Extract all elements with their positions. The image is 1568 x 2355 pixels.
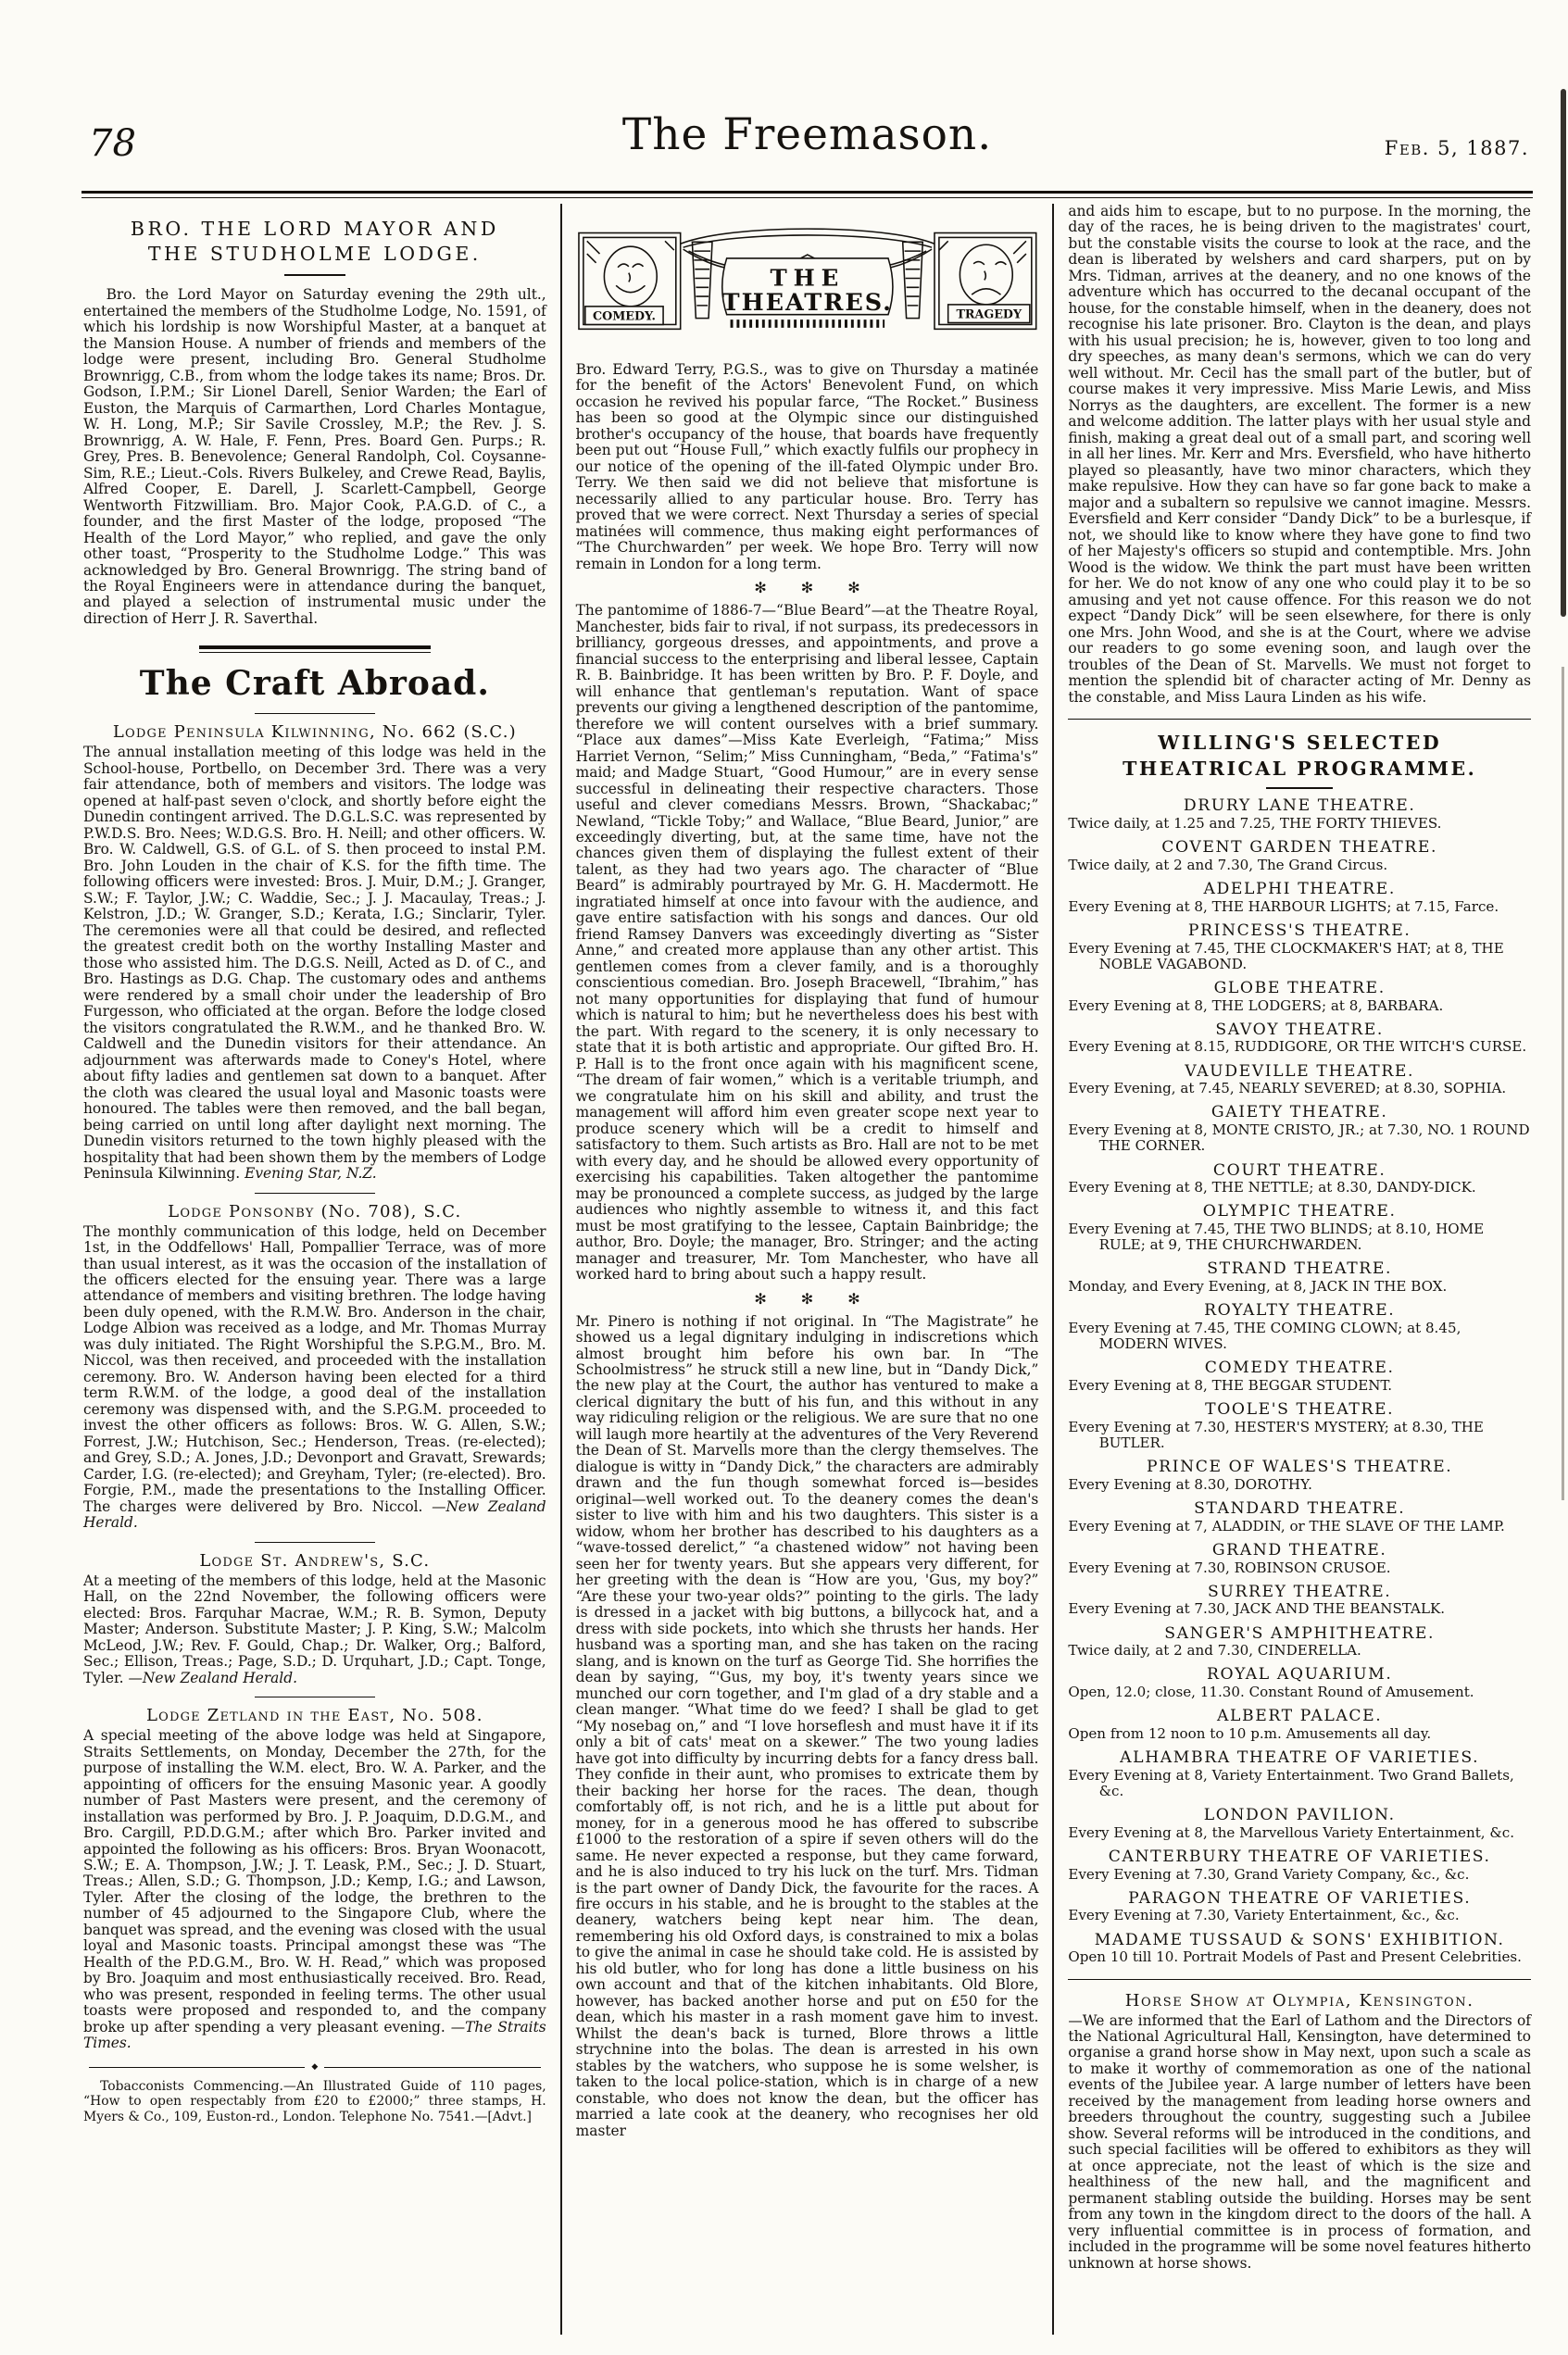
divider [1266, 787, 1333, 789]
theatre-showtimes: Every Evening at 7.30, Grand Variety Company, &c., &c. [1068, 1865, 1470, 1883]
theatre-entry [1068, 1624, 1531, 1660]
theatre-name: ALHAMBRA THEATRE OF VARIETIES. [1120, 1748, 1480, 1768]
pinero-paragraph: Mr. Pinero is nothing if not original. In “The Magistrate” he showed us a legal dignitary indulging in indiscretions which almost brought him before his own bar. In “The Schoolmistress” he struck still a new line, but in “Dandy Dick,” the new play at the Court, the author has ventured to make a clerical dignitary the butt of his fun, and this without in any way ridiculing religion or the religious. We are sure that no one will laugh more heartily at the adventures of the Very Reverend the Dean of St. Marvells more than the clergy themselves. The dialogue is witty in “Dandy Dick,” the characters are admirably drawn and the fun though somewhat forced is—besides original—well worked out. To the deanery comes the dean's sister to live with him and his two daughters. This sister is a widow, whom her brother has described to his daughters as a “wave-tossed derelict,” “a chastened widow” not having been seen her for twenty years. But she appears very different, for her greeting with the dean is “How are you, 'Gus, my boy?” “Are these your two-year olds?” pointing to the girls. The lady is dressed in a jacket with big buttons, a billycock hat, and a dress with side pockets, into which she thrusts her hands. Her husband was a sporting man, and she has taken on the racing slang, and is known on the turf as George Tid. She horrifies the dean by saying, “'Gus, my boy, it's twenty years since we munched our corn together, and I'm glad of a dry stable and a clean manger. “What time do we feed? I shall be glad to get “My nosebag on,” and “I love horseflesh and must have it if its only a bit of cats' meat on a skewer.” The two young ladies have got into difficulty by incurring debts for a fancy dress ball. They confide in their aunt, who promises to extricate them by their backing her horse for the races. The dean, though comfortably off, is not rich, and he is a little put about for money, for in a generous mood he has offered to subscribe £1000 to the restoration of a spire if seven others will do the same. He never expected a response, but they came forward, and he is also induced to try his luck on the turf. Mrs. Tidman is the part owner of Dandy Dick, the favourite for the races. A fire occurs in his stable, and he is brought to the stables at the deanery, watchers being kept near him. The dean, remembering his old Oxford days, is constrained to mix a bolas to give the animal in case he should take cold. He is assisted by his old butler, who for long has done a little business on his own account and that of the kitchen inhabitants. Old Blore, however, has backed another horse and put on £50 for the dean, which his master in a rash moment gave him to invest. Whilst the dean's back is turned, Blore throws a little strychnine into the bolas. The dean is arrested in his own stables by the watchers, who suppose he is some welsher, is taken to the local police-station, which is in charge of a new constable, who does not know the dean, but the officer has married a late cook at the deanery, who recognises her old master [575, 1312, 1039, 2139]
theatre-showtimes: Every Evening at 8, THE BEGGAR STUDENT. [1068, 1376, 1393, 1394]
divider [255, 713, 375, 714]
theatre-entry [1068, 1103, 1531, 1154]
lodge-article [83, 1193, 546, 1532]
lodge-article-source: Evening Star, N.Z. [245, 1165, 377, 1183]
theatre-entry [1068, 1889, 1531, 1924]
theatre-entry [1068, 1583, 1531, 1618]
theatre-name: COMEDY THEATRE. [1204, 1359, 1395, 1378]
lodge-article-text: The monthly communication of this lodge, held on December 1st, in the Oddfellows' Hall, Pompallier Terrace, was of more than usual interest, as it was the occasion of the installation of the officers elected for the ensuing year. There was a large attendance of members and visiting brethren. The lodge having been duly opened, with the R.M.W. Bro. Anderson in the chair, Lodge Albion was received as a lodge, and Mr. Thomas Murray was duly initiated. The Right Worshipful the S.P.G.M., Bro. M. Niccol, was then received, and proceeded with the installation ceremony. Bro. W. Anderson having been elected for a third term R.W.M. of the lodge, a good deal of the installation ceremony was dispensed with, and the S.P.G.M. proceeded to invest the other officers as follows: Bros. W. G. Allen, S.W.; Forrest, J.W.; Hutchison, Sec.; Henderson, Treas. (re-elected); and Grey, S.D.; A. Jones, J.D.; Devonport and Gravatt, Srewards; Carder, I.G. (re-elected); and Greyham, Tyler; (re-elected). Bro. Forgie, P.M., made the presentations to the Installing Officer. The charges were delivered by Bro. Niccol. [83, 1222, 546, 1515]
masthead-title: The Freemason. [621, 109, 993, 160]
theatre-name: DRURY LANE THEATRE. [1183, 796, 1416, 816]
theatre-showtimes: Twice daily, at 1.25 and 7.25, THE FORTY THIEVES. [1068, 815, 1442, 832]
theatre-showtimes: Every Evening at 8, Variety Entertainment. Two Grand Ballets, &c. [1068, 1766, 1514, 1799]
lodge-article [83, 1542, 546, 1686]
theatre-showtimes: Every Evening at 7.30, HESTER'S MYSTERY; at 8.30, THE BUTLER. [1068, 1418, 1484, 1451]
theatre-showtimes: Every Evening at 8, THE HARBOUR LIGHTS; at 7.15, Farce. [1068, 897, 1499, 915]
svg-text:TRAGEDY: TRAGEDY [956, 307, 1022, 322]
theatre-showtimes: Every Evening at 8, MONTE CRISTO, JR.; at 7.30, NO. 1 ROUND THE CORNER. [1068, 1121, 1530, 1155]
theatre-entry [1068, 1062, 1531, 1097]
theatre-showtimes: Open 10 till 10. Portrait Models of Past and Present Celebrities. [1068, 1948, 1522, 1966]
studholme-article-title: BRO. THE LORD MAYOR AND THE STUDHOLME LODGE. [130, 218, 499, 265]
column-1 [82, 204, 562, 2335]
theatre-name: COVENT GARDEN THEATRE. [1161, 838, 1438, 858]
theatre-name: PARAGON THEATRE OF VARIETIES. [1128, 1888, 1472, 1908]
theatre-showtimes: Every Evening at 8, THE NETTLE; at 8.30, DANDY-DICK. [1068, 1179, 1476, 1196]
lodge-article-heading: Lodge Zetland in the East, No. 508. [145, 1706, 483, 1726]
theatre-entry [1068, 1707, 1531, 1742]
theatre-entry [1068, 880, 1531, 915]
masthead-rule [82, 191, 1533, 198]
theatre-entry [1068, 1259, 1531, 1295]
theatre-showtimes: Every Evening at 8.30, DOROTHY. [1068, 1475, 1312, 1493]
lodge-article [83, 1697, 546, 2052]
theatre-showtimes: Every Evening at 8.15, RUDDIGORE, OR THE WITCH'S CURSE. [1068, 1038, 1527, 1056]
theatre-name: SAVOY THEATRE. [1215, 1020, 1384, 1039]
theatre-programme-list [1068, 796, 1531, 1965]
pantomime-paragraph: The pantomime of 1886-7—“Blue Beard”—at the Theatre Royal, Manchester, bids fair to rival, if not surpass, its predecessors in brilliancy, gorgeous dresses, and appointments, and prove a financial success to the enterprising and liberal lessee, Captain R. B. Bainbridge. It has been written by Bro. P. F. Doyle, and will enhance that gentleman's reputation. Want of space prevents our giving a lengthened description of the pantomime, therefore we will content ourselves with a brief summary. “Place aux dames”—Miss Kate Everleigh, “Fatima;” Miss Harriet Vernon, “Selim;” Miss Cunningham, “Beda,” “Fatima's” maid; and Madge Stuart, “Good Humour,” are in every sense successful in delineating their respective characters. Those useful and clever comedians Messrs. Brown, “Shackabac;” Newland, “Tickle Toby;” and Wallace, “Blue Beard, Junior,” are exceedingly diverting, but, at the same time, have not the chances given them of displaying the fullest extent of their talent, as they had two years ago. The character of “Blue Beard” is admirably pourtrayed by Mr. G. H. Macdermott. He ingratiated himself at once into favour with the audience, and gave entire satisfaction with his songs and dances. Our old friend Ramsey Danvers was exceedingly diverting as “Sister Anne,” and created more applause than any other artist. This gentlemen comes from a clever family, and is a thoroughly conscientious comedian. Bro. Joseph Bracewell, “Ibrahim,” has not many opportunities for displaying that fund of humour which is natural to him; but he nevertheless does his best with the part. With regard to the scenery, it is only necessary to state that it is both artistic and appropriate. Our gifted Bro. H. P. Hall is to the front once again with his magnificent scene, “The dream of fair women,” which is a veritable triumph, and we congratulate him on his skill and ability, and trust the management will afford him even greater scope next year to produce scenery which will be a credit to himself and satisfactory to them. Such artists as Bro. Hall are not to be met with every day, and he should be allowed every opportunity of exercising his capabilities. Taken altogether the pantomime may be pronounced a complete success, as judged by the large audiences who nightly assemble to witness it, and this fact must be most gratifying to the lessee, Captain Bainbridge; the author, Bro. Doyle; the manager, Bro. Stringer; and the acting manager and treasurer, Mr. Tom Manchester, who have all worked hard to bring about such a happy result. [575, 602, 1039, 1284]
banner-title-theatres: THEATRES. [721, 288, 893, 317]
horse-show-heading: Horse Show at Olympia, Kensington. [1124, 1990, 1474, 2011]
divider [255, 1542, 375, 1543]
lodge-article-heading: Lodge St. Andrew's, S.C. [199, 1550, 431, 1571]
lodge-article-body [83, 1224, 546, 1532]
theatre-showtimes: Monday, and Every Evening, at 8, JACK IN THE BOX. [1068, 1278, 1448, 1296]
theatre-entry [1068, 1359, 1531, 1394]
scan-artifact [1561, 89, 1566, 617]
theatre-name: GLOBE THEATRE. [1213, 978, 1386, 997]
issue-date: Feb. 5, 1887. [1384, 137, 1529, 159]
theatre-name: STRAND THEATRE. [1207, 1259, 1393, 1279]
theatre-entry [1068, 921, 1531, 972]
theatre-name: TOOLE'S THEATRE. [1205, 1400, 1395, 1420]
theatre-entry [1068, 1931, 1531, 1966]
scan-artifact [1562, 667, 1564, 1500]
lodge-article-heading: Lodge Ponsonby (No. 708), S.C. [168, 1201, 462, 1221]
theatre-name: ALBERT PALACE. [1217, 1707, 1383, 1726]
theatre-entry [1068, 1400, 1531, 1451]
theatre-showtimes: Every Evening, at 7.45, NEARLY SEVERED; at 8.30, SOPHIA. [1068, 1080, 1507, 1097]
divider-line [89, 2067, 305, 2068]
divider [255, 1193, 375, 1194]
theatre-name: ADELPHI THEATRE. [1203, 880, 1396, 899]
theatre-entry [1068, 1806, 1531, 1841]
theatre-entry [1068, 1021, 1531, 1056]
theatre-showtimes: Twice daily, at 2 and 7.30, The Grand Circus. [1068, 856, 1388, 873]
divider-line [324, 2067, 540, 2068]
theatre-showtimes: Open from 12 noon to 10 p.m. Amusements all day. [1068, 1724, 1432, 1742]
theatre-name: COURT THEATRE. [1212, 1160, 1386, 1180]
theatre-entry [1068, 1161, 1531, 1196]
page-number: 78 [89, 122, 136, 165]
theatre-showtimes: Every Evening at 7.45, THE COMING CLOWN; at 8.45, MODERN WIVES. [1068, 1319, 1461, 1353]
lodge-article-heading: Lodge Peninsula Kilwinning, No. 662 (S.C.) [112, 722, 517, 743]
lodge-article-source: —The Straits Times. [83, 2018, 546, 2052]
studholme-article-body: Bro. the Lord Mayor on Saturday evening the 29th ult., entertained the members of the Studholme Lodge, No. 1591, of which his lordship is now Worshipful Master, at a banquet at the Mansion House. A number of friends and members of the lodge were present, including Bro. General Studholme Brownrigg, C.B., from whom the lodge takes its name; Bros. Dr. Godson, I.P.M.; Sir Lionel Darell, Senior Warden; the Earl of Euston, the Marquis of Carmarthen, Lord Charles Montague, W. H. Long, M.P.; Sir Savile Crossley, M.P.; the Rev. J. S. Brownrigg, A. W. Hale, F. Fenn, Pres. Board Gen. Purps.; R. Grey, Pres. B. Benevolence; General Randolph, Col. Coysanne-Sim, R.E.; Lieut.-Cols. Rivers Bulkeley, and Crewe Read, Baylis, Alfred Cooper, E. Darell, J. Scarlett-Campbell, George Wentworth Fitzwilliam. Bro. Major Cook, P.A.G.D. of C., a founder, and the first Master of the lodge, proposed “The Health of the Lord Mayor,” who replied, and gave the only other toast, “Prosperity to the Studholme Lodge.” This was acknowledged by Bro. General Brownrigg. The string band of the Royal Engineers were in attendance during the banquet, and played a selection of instrumental music under the direction of Herr J. R. Saverthal. [83, 286, 546, 627]
tragedy-mask-icon [935, 233, 1036, 330]
theatre-name: STANDARD THEATRE. [1194, 1499, 1406, 1519]
lodge-articles [83, 713, 546, 2051]
column-2 [562, 204, 1055, 2335]
horse-show-body: —We are informed that the Earl of Lathom and the Directors of the National Agricultural Hall, Kensington, have determined to organise a grand horse show in May next, upon such a scale as to make it worthy of commemoration as one of the national events of the Jubilee year. A large number of letters have been received by the management from leading horse owners and breeders throughout the country, suggesting such a Jubilee show. Several reforms will be introduced in the conditions, and such special facilities will be offered to exhibitors as they will at once appreciate, not the least of which is the size and healthiness of the new hall, and the magnificent and permanent stabling outside the building. Horses may be sent from any town in the kingdom direct to the doors of the hall. A very influential committee is in process of formation, and included in the programme will be some novel features hitherto unknown at horse shows. [1068, 2011, 1532, 2272]
theatre-name: ROYALTY THEATRE. [1204, 1301, 1396, 1321]
theatre-showtimes: Every Evening at 7.45, THE TWO BLINDS; at 8.10, HOME RULE; at 9, THE CHURCHWARDEN. [1068, 1221, 1485, 1254]
lodge-article-source: —New Zealand Herald. [83, 1497, 546, 1532]
lodge-article-text: The annual installation meeting of this lodge was held in the School-house, Portbello, on December 3rd. There was a very fair attendance, both of members and visitors. The lodge was opened at half-past seven o'clock, and shortly before eight the Dunedin contingent arrived. The D.G.L.S.C. was represented by P.W.D.S. Bro. Nees; W.D.G.S. Bro. H. Neill; and other officers. W. Bro. W. Caldwell, G.S. of G.L. of S. then proceed to instal P.M. Bro. John Louden in the chair of K.S. for the fifth time. The following officers were invested: Bros. J. Muir, D.M.; J. Granger, S.W.; F. Taylor, J.W.; C. Waddie, Sec.; J. J. Macaulay, Treas.; J. Kelstron, J.D.; W. Granger, S.D.; Kerata, I.G.; Sinclarir, Tyler. The ceremonies were all that could be desired, and reflected the greatest credit both on the worthy Installing Master and those who assisted him. The D.G.S. Neill, Acted as D. of C., and Bro. Hastings as D.G. Chap. The customary odes and anthems were rendered by a small choir under the leadership of Bro Furgesson, who officiated at the organ. Before the lodge closed the visitors congratulated the R.W.M., and he thanked Bro. W. Caldwell and the Dunedin visitors for their attendance. An adjournment was afterwards made to Coney's Hotel, where about fifty ladies and gentlemen sat down to a banquet. After the cloth was cleared the usual loyal and Masonic toasts were honoured. The tables were then removed, and the ball began, being carried on until long after daylight next morning. The Dunedin visitors returned to the town highly pleased with the hospitality that had been shown them by the members of Lodge Peninsula Kilwinning. [83, 744, 546, 1183]
theatre-showtimes: Every Evening at 8, THE LODGERS; at 8, BARBARA. [1068, 996, 1444, 1014]
theatre-showtimes: Open, 12.0; close, 11.30. Constant Round of Amusement. [1068, 1684, 1474, 1701]
craft-abroad-heading: The Craft Abroad. [139, 664, 490, 704]
lodge-article [83, 713, 546, 1182]
theatre-name: LONDON PAVILION. [1203, 1806, 1396, 1825]
theatre-name: OLYMPIC THEATRE. [1202, 1202, 1397, 1221]
theatre-name: GAIETY THEATRE. [1210, 1103, 1388, 1122]
asterism-separator: ✻ ✻ ✻ [754, 1289, 875, 1308]
diamond-divider: ◆ [89, 2067, 541, 2068]
lodge-article-text: At a meeting of the members of this lodge, held at the Masonic Hall, on the 22nd November, the following officers were elected: Bros. Farquhar Macrae, W.M.; R. B. Symon, Deputy Master; Anderson. Substitute Master; J. P. King, S.W.; Malcolm McLeod, J.W.; Rev. F. Gould, Chap.; Dr. Walker, Org.; Balford, Sec.; Ellison, Treas.; Page, S.D.; D. Urquhart, J.D.; Capt. Tonge, Tyler. [83, 1572, 546, 1686]
theatre-entry [1068, 1301, 1531, 1352]
section-rule [1068, 719, 1531, 720]
theatre-showtimes: Every Evening at 7.30, ROBINSON CRUSOE. [1068, 1559, 1391, 1576]
theatre-name: GRAND THEATRE. [1211, 1540, 1387, 1560]
banner-ribbon [721, 258, 892, 324]
section-rule [1068, 1979, 1531, 1980]
theatre-entry [1068, 1541, 1531, 1576]
theatre-showtimes: Every Evening at 8, the Marvellous Variety Entertainment, &c. [1068, 1823, 1515, 1841]
theatre-entry [1068, 979, 1531, 1014]
theatre-entry [1068, 796, 1531, 832]
theatres-banner-illustration [576, 211, 1039, 353]
theatre-name: ROYAL AQUARIUM. [1206, 1665, 1393, 1685]
theatre-name: SANGER'S AMPHITHEATRE. [1164, 1623, 1436, 1643]
theatre-entry [1068, 1665, 1531, 1700]
lodge-article-body [83, 745, 546, 1182]
banner-title-the: THE [770, 264, 845, 292]
lodge-article-body [83, 1728, 546, 2052]
theatre-entry [1068, 838, 1531, 873]
theatre-name: SURREY THEATRE. [1207, 1582, 1392, 1601]
terry-paragraph: Bro. Edward Terry, P.G.S., was to give on Thursday a matinée for the benefit of the Actors' Benevolent Fund, on which occasion he revived his popular farce, “The Rocket.” Business has been so good at the Olympic since our distinguished brother's occupancy of the house, that boards have frequently been put out “House Full,” which exactly fulfils our prophecy in our notice of the opening of the ill-fated Olympic under Bro. Terry. We then said we did not believe that misfortune is necessarily allied to any particular house. Bro. Terry has proved that we were correct. Next Thursday a series of special matinées will commence, thus making eight performances of “The Churchwarden” per week. We hope Bro. Terry will now remain in London for a long term. [575, 360, 1039, 572]
theatre-showtimes: Every Evening at 7.30, Variety Entertainment, &c., &c. [1068, 1907, 1460, 1924]
theatre-showtimes: Every Evening at 7.30, JACK AND THE BEANSTALK. [1068, 1600, 1446, 1618]
theatre-entry [1068, 1202, 1531, 1253]
lodge-article-body [83, 1573, 546, 1686]
theatre-entry [1068, 1848, 1531, 1883]
column-3 [1054, 204, 1533, 2335]
theatre-showtimes: Every Evening at 7.45, THE CLOCKMAKER'S HAT; at 8, THE NOBLE VAGABOND. [1068, 939, 1504, 972]
theatre-name: CANTERBURY THEATRE OF VARIETIES. [1108, 1847, 1491, 1866]
column-layout [82, 204, 1533, 2335]
svg-text:COMEDY.: COMEDY. [592, 309, 656, 324]
theatre-entry [1068, 1499, 1531, 1535]
page-header [83, 109, 1531, 189]
theatre-showtimes: Every Evening at 7, ALADDIN, or THE SLAVE OF THE LAMP. [1068, 1517, 1505, 1535]
theatre-showtimes: Twice daily, at 2 and 7.30, CINDERELLA. [1068, 1642, 1361, 1660]
willings-programme-title: WILLING'S SELECTED THEATRICAL PROGRAMME. [1123, 732, 1477, 780]
theatre-entry [1068, 1458, 1531, 1493]
asterism-separator: ✻ ✻ ✻ [754, 579, 875, 597]
lodge-article-source: —New Zealand Herald. [128, 1669, 297, 1686]
tobacconists-advert: Tobacconists Commencing.—An Illustrated Guide of 110 pages, “How to open respectably from £20 to £2000;” three stamps, H. Myers & Co., 109, Euston-rd., London. Telephone No. 7541.—[Advt.] [83, 2078, 546, 2124]
theatre-entry [1068, 1748, 1531, 1799]
theatre-name: PRINCESS'S THEATRE. [1187, 921, 1411, 940]
comedy-mask-icon [579, 233, 681, 330]
dandy-dick-continuation: and aids him to escape, but to no purpose. In the morning, the day of the races, he is being driven to the magistrates' court, but the constable visits the course to look at the race, and the dean is liberated by welshers and card sharpers, put on by Mrs. Tidman, arrives at the deanery, and no one knows of the adventure which has occurred to the decanal occupant of the house, for the constable himself, when in the deanery, does not recognise his late prisoner. Bro. Clayton is the dean, and plays with his usual precision; he is, however, given to too long and dry speeches, as many dean's sermons, which we can do very well without. Mr. Cecil has the small part of the butler, but of course makes it very impressive. Miss Marie Lewis, and Miss Norrys as the daughters, are excellent. The former is a new and welcome addition. The latter plays with her usual style and finish, making a great deal out of a small part, and scoring well in all her lines. Mr. Kerr and Mrs. Eversfield, who have hitherto played so pleasantly, have two minor characters, which they make repulsive. How they can have so far gone back to make a major and a subaltern so repulsive we cannot imagine. Messrs. Eversfield and Kerr consider “Dandy Dick” to be a burlesque, if not, we should like to know where they have gone to find two of her Majesty's officers so stupid and contemptible. Mrs. John Wood is the widow. We think the part must have been written for her. We do not know of any one who could play it to be so amusing and yet not cause offence. For this reason we do not expect “Dandy Dick” will be seen elsewhere, for there is only one Mrs. John Wood, and she is at the Court, where we advise our readers to go some evening soon, and laugh over the troubles of the Dean of St. Marvells. We must not forget to mention the splendid bit of character acting of Mr. Denny as the constable, and Miss Laura Linden as his wife. [1068, 204, 1532, 706]
section-double-rule [199, 645, 431, 653]
divider [284, 274, 345, 276]
theatre-name: MADAME TUSSAUD & SONS' EXHIBITION. [1094, 1930, 1505, 1949]
theatre-name: VAUDEVILLE THEATRE. [1185, 1061, 1415, 1081]
theatre-name: PRINCE OF WALES'S THEATRE. [1146, 1458, 1453, 1477]
lodge-article-text: A special meeting of the above lodge was held at Singapore, Straits Settlements, on Monday, December the 27th, for the purpose of installing the W.M. elect, Bro. W. A. Parker, and the appointing of officers for the ensuing Masonic year. A goodly number of Past Masters were present, and the ceremony of installation was performed by Bro. J. P. Joaquim, D.D.G.M., and Bro. Cargill, P.D.D.G.M.; after which Bro. Parker invited and appointed the following as his officers: Bros. Bryan Woonacott, S.W.; E. A. Thompson, J.W.; J. T. Leask, P.M., Sec.; J. D. Stuart, Treas.; Allen, S.D.; G. Thompson, J.D.; Kemp, I.G.; and Lawson, Tyler. After the closing of the lodge, the brethren to the number of 45 adjourned to the Singapore Club, where the banquet was spread, and the evening was closed with the usual loyal and Masonic toasts. Principal amongst these was “The Health of the P.D.G.M., Bro. W. H. Read,” which was proposed by Bro. Joaquim and most enthusiastically received. Bro. Read, who was present, responded in feeling terms. The other usual toasts were proposed and responded to, and the company broke up after spending a very pleasant evening. [83, 1727, 546, 2036]
